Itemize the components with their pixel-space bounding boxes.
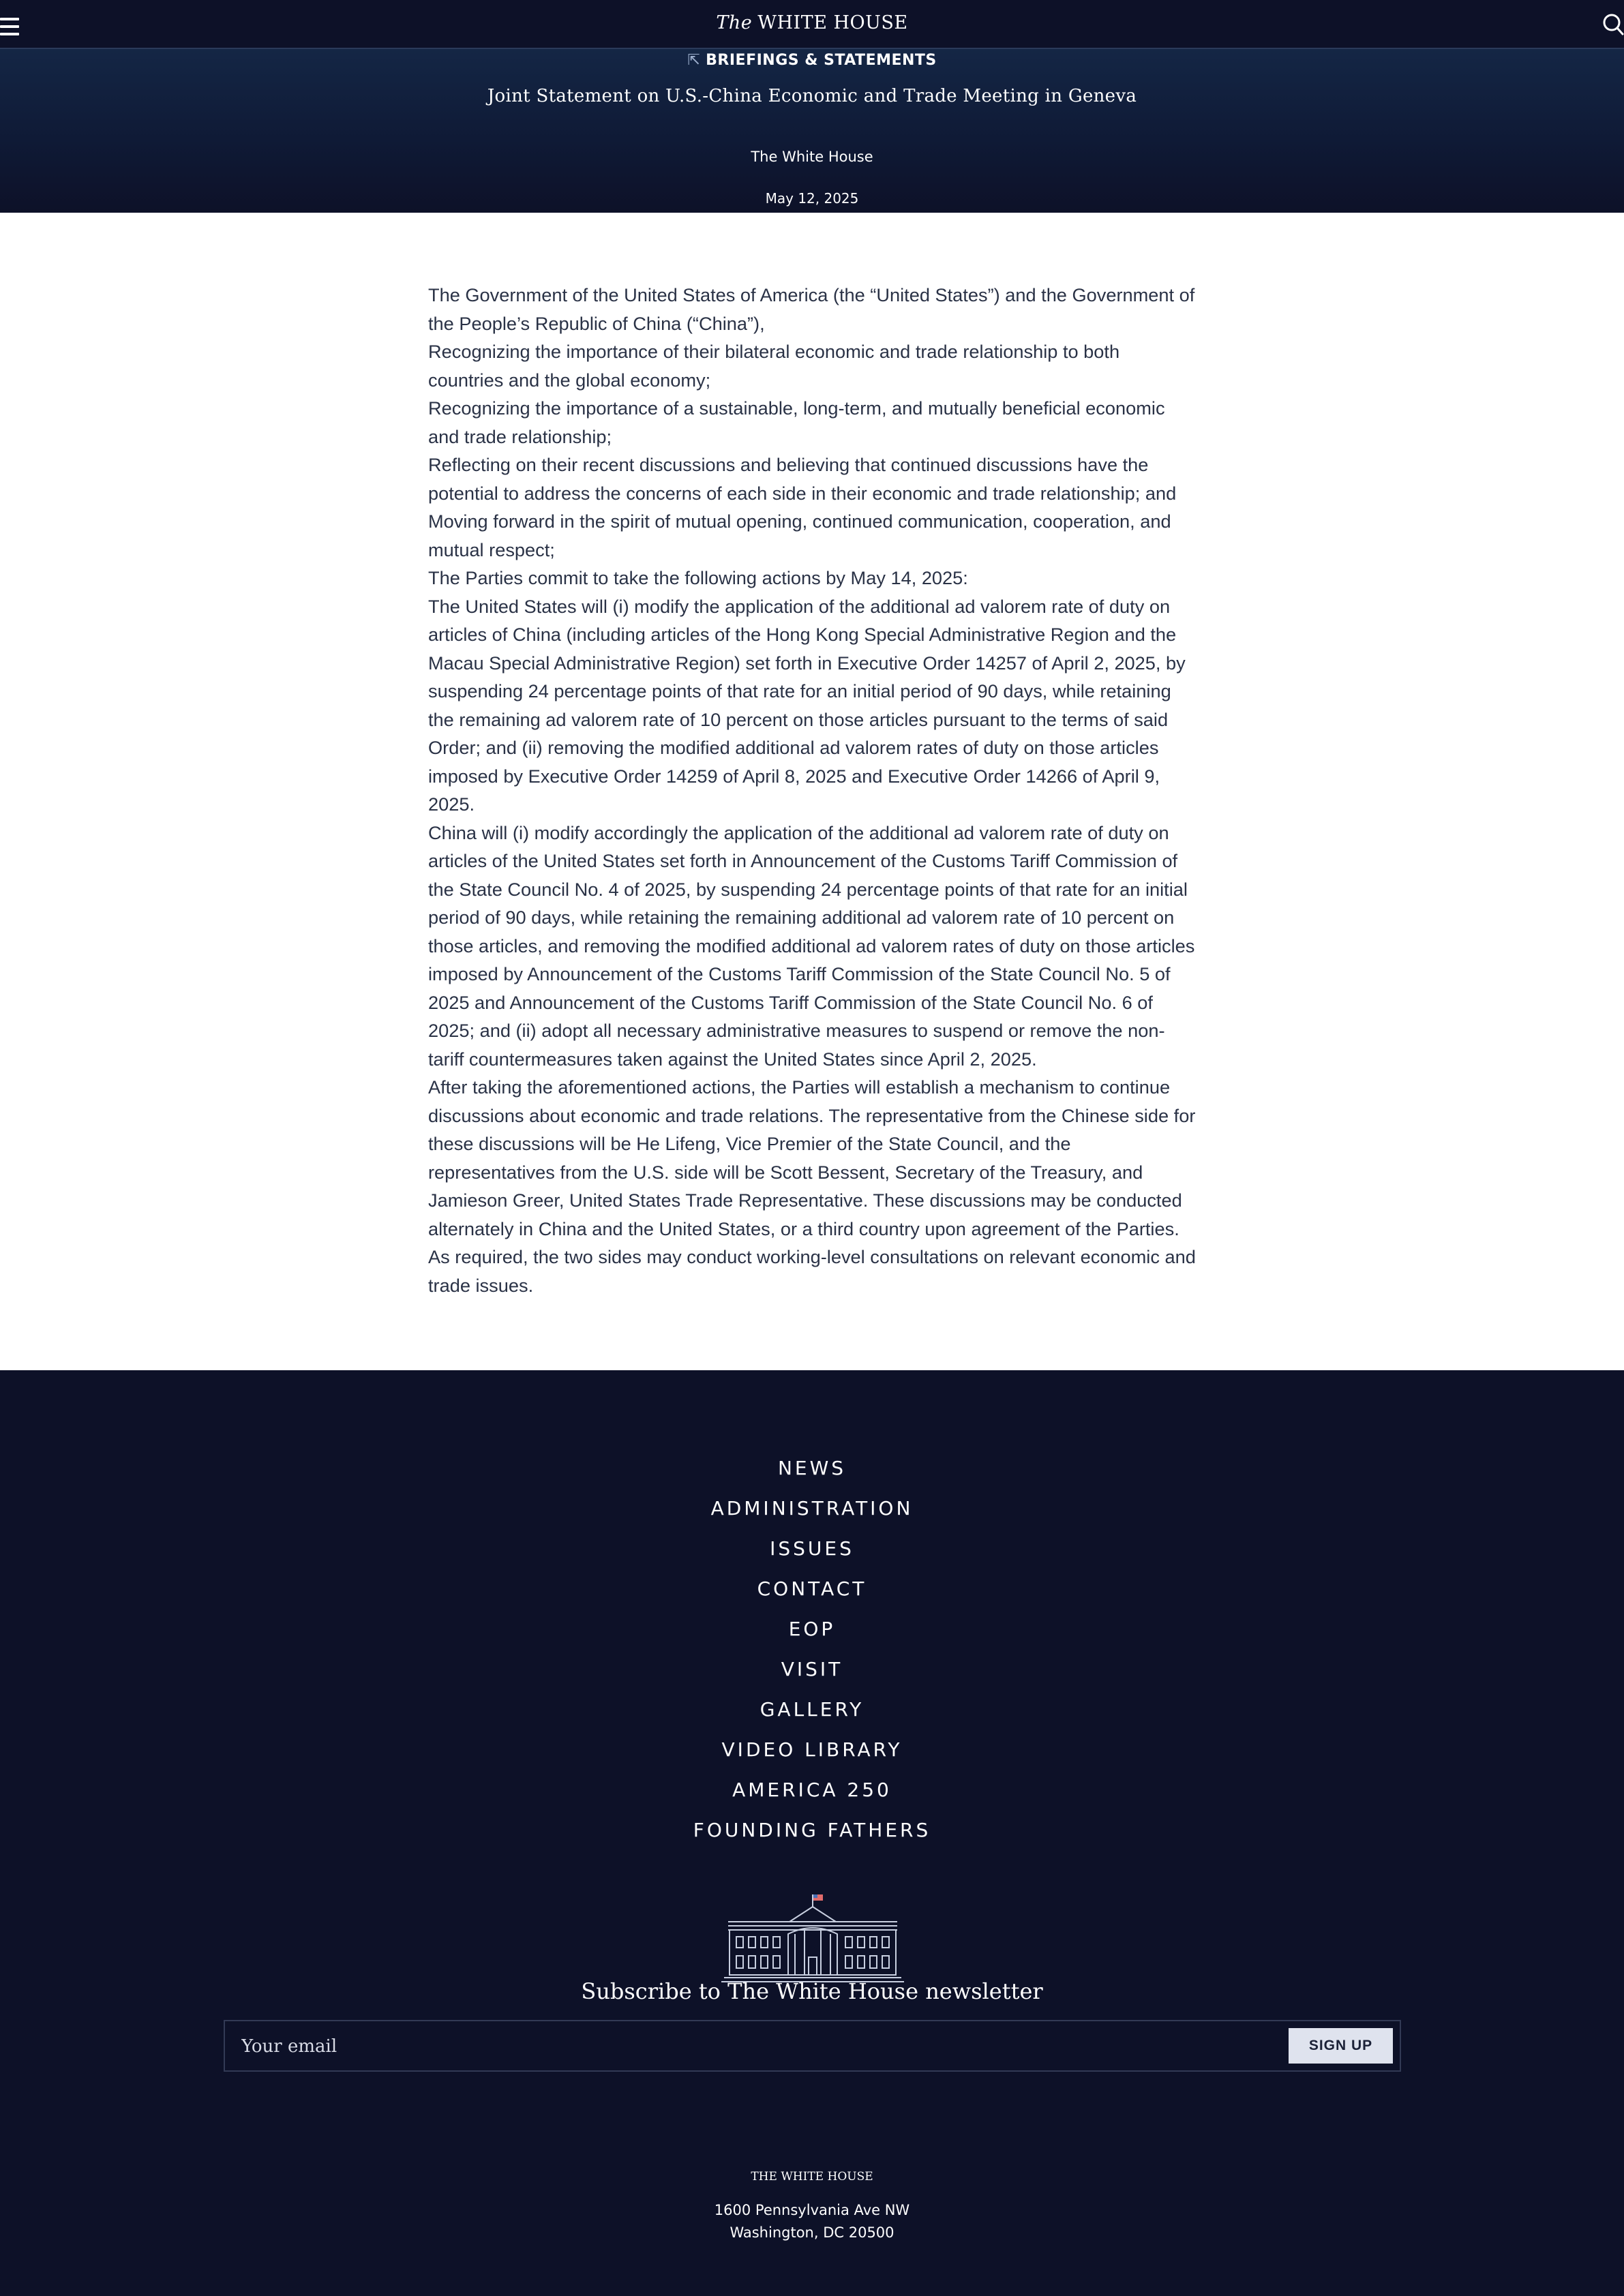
paragraph: The Parties commit to take the following actions by May 14, 2025: [428, 567, 968, 588]
newsletter-form [224, 2020, 1401, 2072]
logo-name: WHITE HOUSE [757, 12, 908, 33]
footer-link-administration[interactable]: ADMINISTRATION [710, 1497, 914, 1520]
logo-the: The [716, 12, 753, 33]
footer-link-founding-fathers[interactable]: FOUNDING FATHERS [693, 1819, 931, 1841]
address-line-2: Washington, DC 20500 [730, 2224, 894, 2241]
paragraph: China will (i) modify accordingly the application of the additional ad valorem rate of duty on articles of the United States set forth in Announcement of the Customs Tariff Commission of the State Council No. 4 of 2025, by suspending 24 percentage points of that rate for an initial period of 90 days, while retaining the remaining additional ad valorem rate of 10 percent on those articles, and removing the modified additional ad valorem rates of duty on those articles imposed by Announcement of the Customs Tariff Commission of the State Council No. 5 of 2025 and Announcement of the Customs Tariff Commission of the State Council No. 6 of 2025; and (ii) adopt all necessary administrative measures to suspend or remove the non-tariff countermeasures taken against the United States since April 2, 2025. [428, 821, 1195, 1070]
article [0, 213, 1624, 1370]
footer-link-news[interactable]: NEWS [777, 1457, 847, 1479]
paragraph: The United States will (i) modify the application of the additional ad valorem rate of duty on articles of China (including articles of the Hong Kong Special Administrative Region and the Macau Special Administrative Region) set forth in Executive Order 14257 of April 2, 2025, by suspending 24 percentage points of that rate for an initial period of 90 days, while retaining the remaining ad valorem rate of 10 percent on those articles pursuant to the terms of said Order; and (ii) removing the modified additional ad valorem rates of duty on those articles imposed by Executive Order 14259 of April 8, 2025 and Executive Order 14266 of April 9, 2025. [428, 595, 1186, 815]
page-header [0, 49, 1624, 213]
address [0, 2199, 1624, 2244]
white-house-building-icon [721, 1892, 904, 1987]
paragraph: Recognizing the importance of their bilateral economic and trade relationship to both countries and the global economy; [428, 341, 1120, 391]
newsletter-title: Subscribe to The White House newsletter [581, 1978, 1043, 2004]
site-logo[interactable] [0, 12, 1624, 33]
address-line-1: 1600 Pennsylvania Ave NW [714, 2202, 910, 2218]
breadcrumb-label: BRIEFINGS & STATEMENTS [706, 52, 937, 69]
article-body [428, 281, 1199, 1299]
footer-logo[interactable]: THE WHITE HOUSE [751, 2170, 873, 2184]
footer-link-eop[interactable]: EOP [788, 1618, 836, 1640]
breadcrumb-link[interactable] [687, 52, 937, 69]
footer-link-visit[interactable]: VISIT [781, 1658, 843, 1680]
arrow-up-left-icon: ⇱ [687, 52, 701, 69]
footer-link-contact[interactable]: CONTACT [757, 1577, 867, 1600]
author: The White House [751, 149, 873, 165]
footer-link-video-library[interactable]: VIDEO LIBRARY [721, 1738, 903, 1761]
paragraph: Moving forward in the spirit of mutual opening, continued communication, cooperation, and mutual respect; [428, 511, 1171, 560]
top-navigation-bar [0, 0, 1624, 49]
publish-date: May 12, 2025 [765, 190, 859, 207]
email-input[interactable] [241, 2031, 1223, 2062]
paragraph: Reflecting on their recent discussions and believing that continued discussions have the potential to address the concerns of each side in their economic and trade relationship; and [428, 454, 1177, 504]
footer-link-issues[interactable]: ISSUES [770, 1537, 854, 1560]
search-icon[interactable] [1601, 12, 1624, 37]
paragraph: After taking the aforementioned actions, the Parties will establish a mechanism to continue discussions about economic and trade relations. The representative from the Chinese side for these discussions will be He Lifeng, Vice Premier of the State Council, and the representatives from the U.S. side will be Scott Bessent, Secretary of the Treasury, and Jamieson Greer, United States Trade Representative. These discussions may be conducted alternately in China and the United States, or a third country upon agreement of the Parties. As required, the two sides may conduct working-level consultations on relevant economic and trade issues. [428, 1076, 1196, 1296]
page-title: Joint Statement on U.S.-China Economic and Trade Meeting in Geneva [487, 86, 1137, 106]
footer-link-america-250[interactable]: AMERICA 250 [732, 1779, 892, 1801]
breadcrumb [0, 52, 1624, 69]
sign-up-button[interactable]: SIGN UP [1289, 2028, 1393, 2064]
paragraph: The Government of the United States of America (the “United States”) and the Government of the People’s Republic of China (“China”), [428, 284, 1195, 334]
site-footer [0, 1370, 1624, 2296]
footer-navigation [0, 1452, 1624, 1854]
footer-link-gallery[interactable]: GALLERY [760, 1698, 864, 1721]
paragraph: Recognizing the importance of a sustainable, long-term, and mutually beneficial economic and trade relationship; [428, 397, 1165, 447]
